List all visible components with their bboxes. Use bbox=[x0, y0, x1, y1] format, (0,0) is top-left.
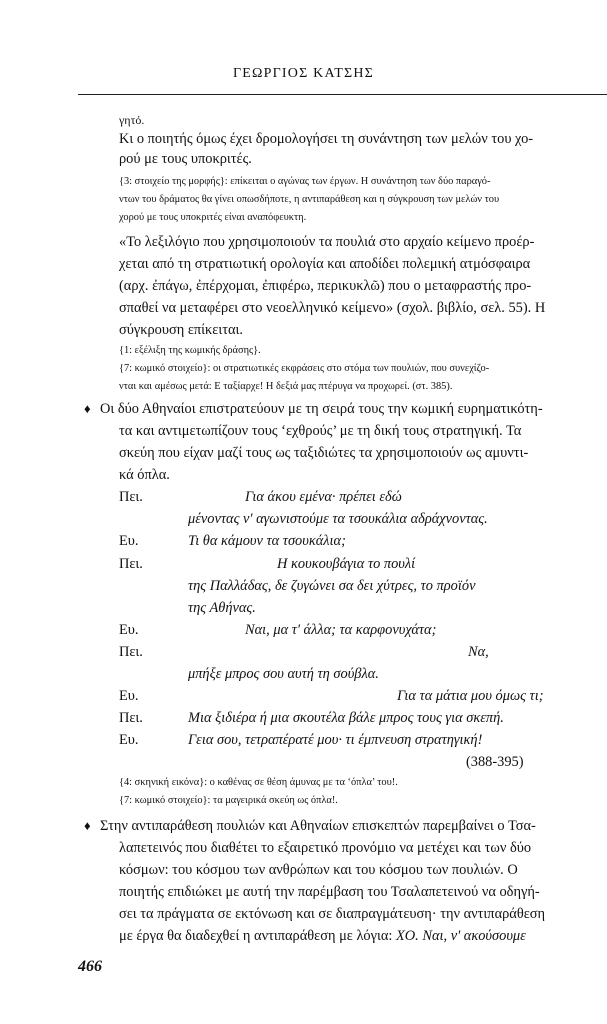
verse-line: της Αθήνας. bbox=[188, 600, 256, 616]
text-segment: με έργα θα διαδεχθεί η αντιπαράθεση με λόγια: bbox=[119, 928, 396, 944]
page-number: 466 bbox=[78, 958, 102, 975]
text-line: σύγκρουση επίκειται. bbox=[119, 322, 244, 338]
text-line: χεται από τη στρατιωτική ορολογία και αποδίδει πολεμική ατμόσφαιρα bbox=[119, 256, 531, 272]
speaker-label: Πει. bbox=[119, 710, 143, 726]
note-line: {1: εξέλιξη της κωμικής δράσης}. bbox=[119, 345, 261, 356]
verse-line: μένοντας ν' αγωνιστούμε τα τσουκάλια αδράχνοντας. bbox=[188, 511, 488, 527]
verse-line: Για τα μάτια μου όμως τι; bbox=[397, 688, 544, 704]
text-line: «Το λεξιλόγιο που χρησιμοποιούν τα πουλιά στο αρχαίο κείμενο προέρ- bbox=[119, 234, 535, 250]
bullet-diamond-icon: ♦ bbox=[84, 818, 91, 833]
verse-line: Μια ξιδιέρα ή μια σκουτέλα βάλε μπρος τους για σκεπή. bbox=[188, 710, 504, 726]
text-segment-italic: ΧΟ. Ναι, ν' ακούσουμε bbox=[395, 928, 526, 944]
speaker-label: Ευ. bbox=[119, 688, 139, 704]
verse-line: μπήξε μπρος σου αυτή τη σούβλα. bbox=[188, 666, 379, 682]
verse-line: Η κουκουβάγια το πουλί bbox=[277, 556, 416, 572]
speaker-label: Ευ. bbox=[119, 732, 139, 748]
text-line: γητό. bbox=[119, 113, 145, 127]
verse-reference: (388-395) bbox=[466, 754, 524, 770]
text-line: Οι δύο Αθηναίοι επιστρατεύουν με τη σειρά τους την κωμική ευρηματικότη- bbox=[100, 401, 543, 417]
note-line: {7: κωμικό στοιχείο}: τα μαγειρικά σκεύη ως όπλα!. bbox=[119, 795, 338, 806]
bullet-diamond-icon: ♦ bbox=[84, 401, 91, 416]
verse-line: Να, bbox=[468, 644, 489, 660]
text-line: ποιητής επιδιώκει με αυτή την παρέμβαση του Τσαλαπετεινού να οδηγή- bbox=[119, 884, 540, 900]
text-line: κά όπλα. bbox=[119, 467, 170, 483]
note-line: ντων του δράματος θα γίνει οπωσδήποτε, η αντιπαράθεση και η σύγκρουση των μελών του bbox=[119, 194, 500, 205]
verse-line: Ναι, μα τ' άλλα; τα καρφονυχάτα; bbox=[245, 622, 437, 638]
note-line: χορού με τους υποκριτές είναι αναπόφευκτη. bbox=[119, 212, 307, 223]
speaker-label: Πει. bbox=[119, 489, 143, 505]
header-rule bbox=[78, 94, 607, 95]
running-head: ΓΕΩΡΓΙΟΣ ΚΑΤΣΗΣ bbox=[233, 66, 374, 81]
speaker-label: Πει. bbox=[119, 644, 143, 660]
text-line: (αρχ. ἐπάγω, ἐπέρχομαι, ἐπιφέρω, περικυκλῶ) που ο μεταφραστής προ- bbox=[119, 278, 532, 294]
text-line: Κι ο ποιητής όμως έχει δρομολογήσει τη συνάντηση των μελών του χο- bbox=[119, 131, 534, 147]
text-line: σει τα πράγματα σε εκτόνωση και σε διαπραγμάτευση· την αντιπαράθεση bbox=[119, 906, 546, 922]
verse-line: Γεια σου, τετραπέρατέ μου· τι έμπνευση στρατηγική! bbox=[188, 732, 483, 748]
text-line bbox=[119, 927, 526, 945]
verse-line: της Παλλάδας, δε ζυγώνει σα δει χύτρες, το προϊόν bbox=[188, 578, 476, 594]
note-line: νται και αμέσως μετά: Ε ταξίαρχε! Η δεξιά μας πτέρυγα να προχωρεί. (στ. 385). bbox=[119, 381, 453, 392]
note-line: {7: κωμικό στοιχείο}: οι στρατιωτικές εκφράσεις στο στόμα των πουλιών, που συνεχίζο- bbox=[119, 363, 490, 374]
verse-line: Τι θα κάμουν τα τσουκάλια; bbox=[188, 533, 346, 549]
speaker-label: Ευ. bbox=[119, 533, 139, 549]
text-line: κόσμων: του κόσμου των ανθρώπων και του κόσμου των πουλιών. Ο bbox=[119, 862, 518, 878]
verse-line: Για άκου εμένα· πρέπει εδώ bbox=[245, 489, 402, 505]
speaker-label: Ευ. bbox=[119, 622, 139, 638]
note-line: {3: στοιχείο της μορφής}: επίκειται ο αγώνας των έργων. Η συνάντηση των δύο παραγό- bbox=[119, 176, 491, 187]
text-line: λαπετεινός που διαθέτει το εξαιρετικό προνόμιο να μετέχει και των δύο bbox=[119, 840, 532, 856]
text-line: ρού με τους υποκριτές. bbox=[119, 151, 252, 167]
text-line: σπαθεί να μεταφέρει στο νεοελληνικό κείμενο» (σχολ. βιβλίο, σελ. 55). Η bbox=[119, 300, 546, 316]
speaker-label: Πει. bbox=[119, 556, 143, 572]
text-line: τα και αντιμετωπίζουν τους ‘εχθρούς’ με τη δική τους στρατηγική. Τα bbox=[119, 423, 522, 439]
text-line: σκεύη που είχαν μαζί τους ως ταξιδιώτες τα χρησιμοποιούν ως αμυντι- bbox=[119, 445, 529, 461]
text-line: Στην αντιπαράθεση πουλιών και Αθηναίων επισκεπτών παρεμβαίνει ο Τσα- bbox=[100, 818, 536, 834]
note-line: {4: σκηνική εικόνα}: ο καθένας σε θέση άμυνας με τα ‘όπλα’ του!. bbox=[119, 777, 398, 788]
